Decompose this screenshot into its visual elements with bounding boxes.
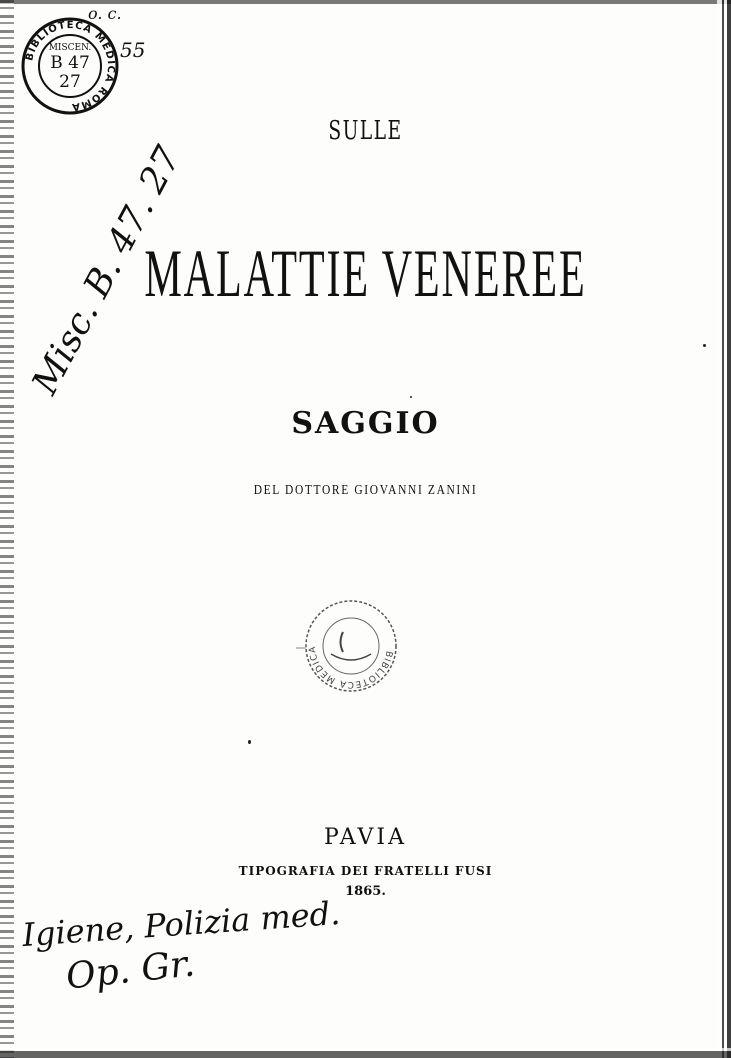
- ink-speck: [248, 740, 251, 744]
- stamp-number: 27: [59, 72, 81, 92]
- library-stamp-center-icon: [296, 594, 406, 694]
- imprint-printer: TIPOGRAFIA DEI FRATELLI FUSI: [238, 864, 493, 878]
- handwritten-top-mark: o. c.: [88, 4, 122, 23]
- handwritten-subject-note: Igiene, Polizia med.: [21, 893, 342, 955]
- scan-edge-right: [717, 0, 731, 1058]
- title-preposition: SULLE: [328, 116, 403, 146]
- stamp-shelf: B 47: [50, 53, 90, 73]
- main-title: MALATTIE VENEREE: [144, 235, 587, 311]
- stamp-collection: MISCEN.: [48, 43, 92, 53]
- imprint-city: PAVIA: [323, 825, 408, 850]
- library-stamp-center: [296, 594, 406, 694]
- subtitle: SAGGIO: [291, 406, 440, 441]
- handwritten-section-note: Op. Gr.: [64, 943, 197, 998]
- handwritten-side-shelfmark: Misc. B. 47. 27: [24, 140, 190, 401]
- ink-speck: [703, 344, 706, 347]
- scan-edge-left: [0, 0, 14, 1058]
- svg-text:BIBLIOTECA MEDICA ROMA: BIBLIOTECA MEDICA ROMA: [24, 19, 117, 113]
- author-line: DEL DOTTORE GIOVANNI ZANINI: [253, 483, 478, 498]
- svg-text:BIBLIOTECA MEDICA: BIBLIOTECA MEDICA: [307, 645, 394, 690]
- library-stamp-top: [20, 16, 120, 116]
- ink-speck: [410, 396, 412, 398]
- imprint-year: 1865.: [345, 884, 386, 899]
- scan-edge-bottom: [0, 1048, 731, 1058]
- library-stamp-shelfmark: [42, 38, 98, 94]
- handwritten-top-number: 55: [120, 38, 146, 62]
